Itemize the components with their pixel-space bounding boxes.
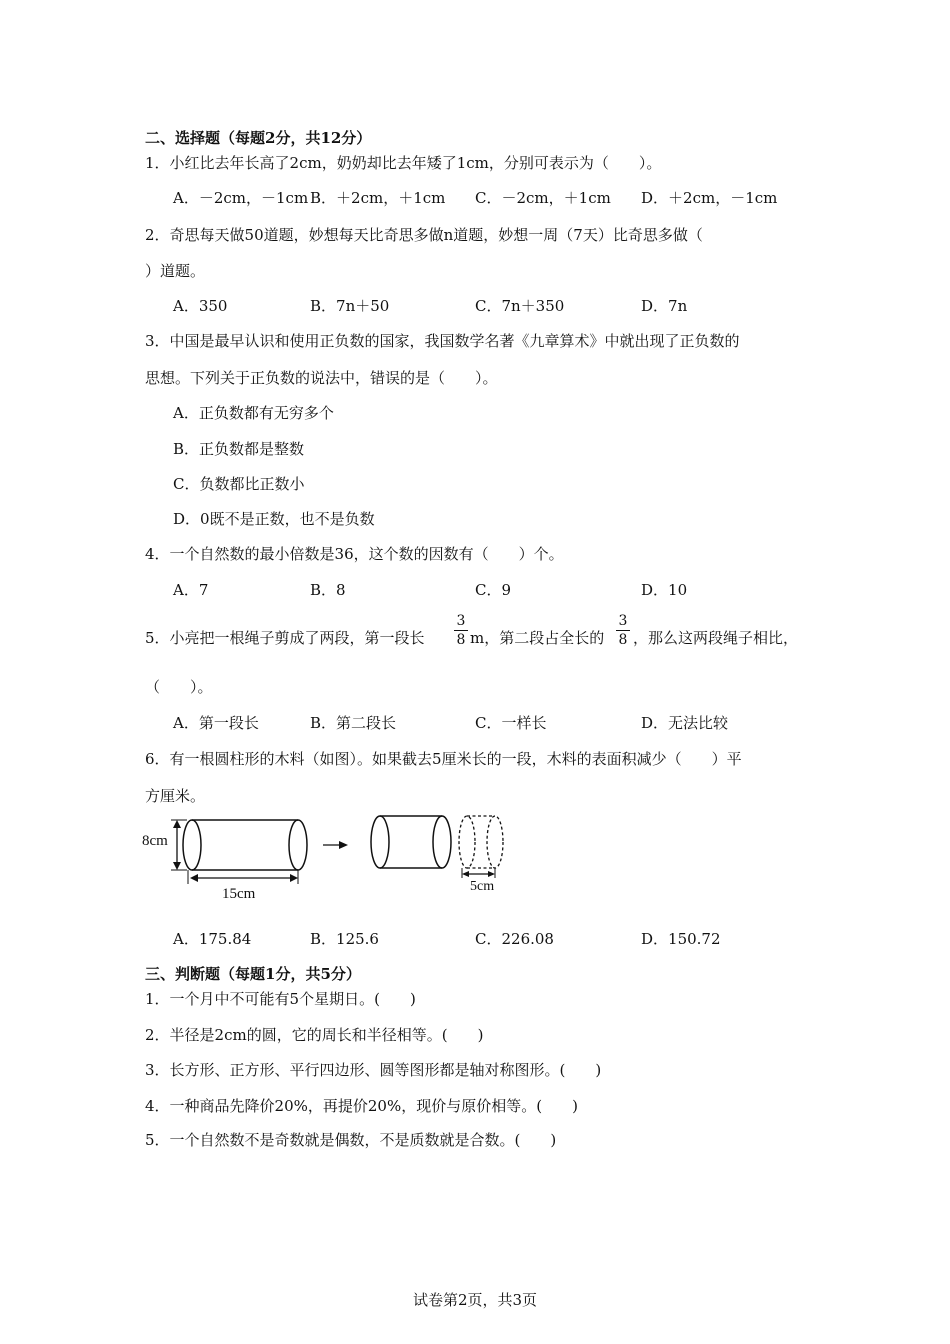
q5-fraction-2 [616,613,630,648]
q5-option-a: A．第一段长 [173,714,259,732]
question-5-text-part2: m，第二段占全长的 [470,629,605,647]
question-5-text-part1: 5．小亮把一根绳子剪成了两段，第一段长 [145,629,425,647]
q2-option-a: A．350 [173,297,228,315]
q1-option-c: C．－2cm，＋1cm [475,189,611,207]
q5-option-c: C．一样长 [475,714,547,732]
question-1-text: 1．小红比去年长高了2cm，奶奶却比去年矮了1cm，分别可表示为（ ）。 [145,154,662,172]
q3-option-c: C．负数都比正数小 [173,475,305,493]
cylinder-figure [140,812,520,907]
q1-option-a: A．－2cm，－1cm [173,189,309,207]
q6-option-c: C．226.08 [475,930,554,948]
cut-length-label: 5cm [470,879,495,894]
q5-option-b: B．第二段长 [310,714,397,732]
q2-option-b: B．7n＋50 [310,297,390,315]
question-6-text-cont: 方厘米。 [145,787,206,805]
page-footer: 试卷第2页，共3页 [412,1291,538,1309]
question-5-text-part3: ，那么这两段绳子相比， [633,629,799,647]
q2-option-c: C．7n＋350 [475,297,565,315]
fraction-denominator: 8 [456,632,466,648]
fraction-numerator: 3 [456,613,466,629]
q1-option-d: D．＋2cm，－1cm [641,189,778,207]
q6-option-a: A．175.84 [173,930,252,948]
judgment-item: 1．一个月中不可能有5个星期日。( ) [145,990,416,1008]
question-3-text-cont: 思想。下列关于正负数的说法中，错误的是（ ）。 [145,369,498,387]
q2-option-d: D．7n [641,297,688,315]
q3-option-a: A．正负数都有无穷多个 [173,404,334,422]
question-5-text-cont: （ ）。 [145,678,213,696]
q3-option-d: D．0既不是正数，也不是负数 [173,510,375,528]
judgment-item: 3．长方形、正方形、平行四边形、圆等图形都是轴对称图形。( ) [145,1061,602,1079]
q4-option-c: C．9 [475,581,512,599]
fraction-numerator: 3 [618,613,628,629]
question-4-text: 4．一个自然数的最小倍数是36，这个数的因数有（ ）个。 [145,545,564,563]
section-3-title: 三、判断题（每题1分，共5分） [145,965,361,983]
height-label: 8cm [142,833,168,849]
fraction-denominator: 8 [618,632,628,648]
question-2-text-cont: ）道题。 [145,262,206,280]
question-3-text: 3．中国是最早认识和使用正负数的国家，我国数学名著《九章算术》中就出现了正负数的 [145,332,740,350]
q4-option-a: A．7 [173,581,209,599]
judgment-item: 4．一种商品先降价20%，再提价20%，现价与原价相等。( ) [145,1097,578,1115]
q1-option-b: B．＋2cm，＋1cm [310,189,446,207]
section-2-title: 二、选择题（每题2分，共12分） [145,129,372,147]
judgment-item: 5．一个自然数不是奇数就是偶数，不是质数就是合数。( ) [145,1131,557,1149]
question-2-text: 2．奇思每天做50道题，妙想每天比奇思多做n道题，妙想一周（7天）比奇思多做（ [145,226,703,244]
judgment-item: 2．半径是2cm的圆，它的周长和半径相等。( ) [145,1026,484,1044]
length-label: 15cm [222,886,256,902]
q4-option-d: D．10 [641,581,688,599]
q5-fraction-1 [454,613,468,648]
q6-option-b: B．125.6 [310,930,379,948]
question-6-text: 6．有一根圆柱形的木料（如图）。如果截去5厘米长的一段，木料的表面积减少（ ）平 [145,750,742,768]
q6-option-d: D．150.72 [641,930,721,948]
q5-option-d: D．无法比较 [641,714,729,732]
q3-option-b: B．正负数都是整数 [173,440,305,458]
q4-option-b: B．8 [310,581,346,599]
